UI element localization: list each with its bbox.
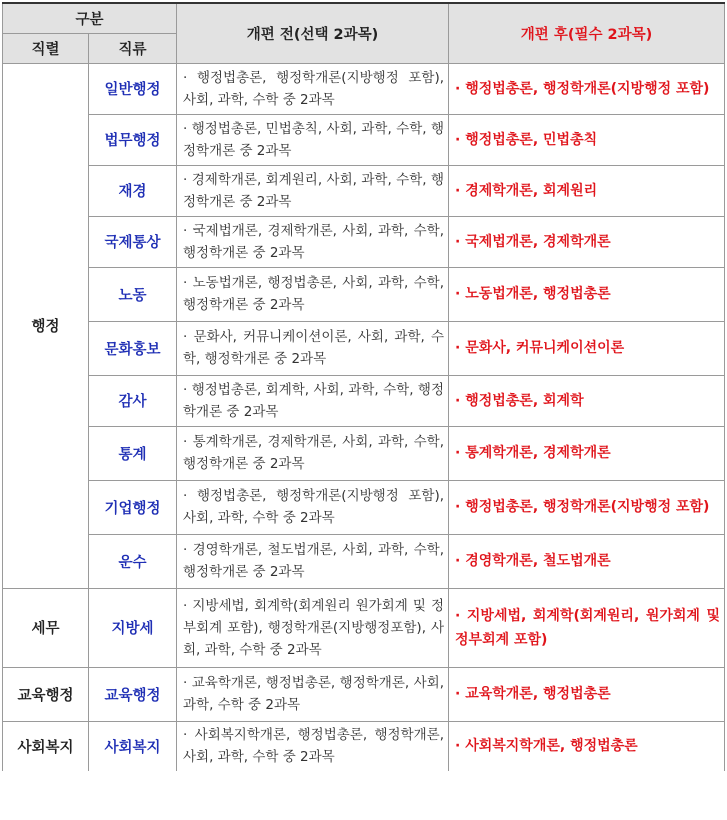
role-cell: 사회복지	[89, 721, 177, 771]
exam-subject-table	[2, 2, 725, 771]
header-series: 직렬	[3, 33, 89, 63]
role-cell: 감사	[89, 375, 177, 426]
before-cell: · 통계학개론, 경제학개론, 사회, 과학, 수학, 행정학개론 중 2과목	[177, 426, 449, 480]
after-cell: · 행정법총론, 행정학개론(지방행정 포함)	[449, 63, 725, 114]
table-row	[3, 165, 725, 216]
before-cell: · 행정법총론, 민법총칙, 사회, 과학, 수학, 행정학개론 중 2과목	[177, 114, 449, 165]
header-before: 개편 전(선택 2과목)	[177, 3, 449, 63]
role-cell: 지방세	[89, 588, 177, 667]
before-cell: · 국제법개론, 경제학개론, 사회, 과학, 수학, 행정학개론 중 2과목	[177, 216, 449, 267]
before-cell: · 행정법총론, 회계학, 사회, 과학, 수학, 행정학개론 중 2과목	[177, 375, 449, 426]
table-row	[3, 63, 725, 114]
table-row	[3, 267, 725, 321]
after-cell: · 문화사, 커뮤니케이션이론	[449, 321, 725, 375]
table-row	[3, 721, 725, 771]
table-row	[3, 480, 725, 534]
after-cell: · 국제법개론, 경제학개론	[449, 216, 725, 267]
before-cell: · 사회복지학개론, 행정법총론, 행정학개론, 사회, 과학, 수학 중 2과목	[177, 721, 449, 771]
table-row	[3, 588, 725, 667]
role-cell: 운수	[89, 534, 177, 588]
role-cell: 노동	[89, 267, 177, 321]
role-cell: 국제통상	[89, 216, 177, 267]
after-cell: · 교육학개론, 행정법총론	[449, 667, 725, 721]
series-cell: 교육행정	[3, 667, 89, 721]
series-cell: 사회복지	[3, 721, 89, 771]
before-cell: · 교육학개론, 행정법총론, 행정학개론, 사회, 과학, 수학 중 2과목	[177, 667, 449, 721]
after-cell: · 통계학개론, 경제학개론	[449, 426, 725, 480]
before-cell: · 경제학개론, 회계원리, 사회, 과학, 수학, 행정학개론 중 2과목	[177, 165, 449, 216]
before-cell: · 경영학개론, 철도법개론, 사회, 과학, 수학, 행정학개론 중 2과목	[177, 534, 449, 588]
header-category: 구분	[3, 3, 177, 33]
after-cell: · 사회복지학개론, 행정법총론	[449, 721, 725, 771]
header-role: 직류	[89, 33, 177, 63]
role-cell: 통계	[89, 426, 177, 480]
after-cell: · 지방세법, 회계학(회계원리, 원가회계 및 정부회계 포함)	[449, 588, 725, 667]
after-cell: · 행정법총론, 행정학개론(지방행정 포함)	[449, 480, 725, 534]
after-cell: · 경영학개론, 철도법개론	[449, 534, 725, 588]
after-cell: · 경제학개론, 회계원리	[449, 165, 725, 216]
before-cell: · 노동법개론, 행정법총론, 사회, 과학, 수학, 행정학개론 중 2과목	[177, 267, 449, 321]
role-cell: 교육행정	[89, 667, 177, 721]
role-cell: 일반행정	[89, 63, 177, 114]
table-row	[3, 321, 725, 375]
after-cell: · 노동법개론, 행정법총론	[449, 267, 725, 321]
series-cell: 행정	[3, 63, 89, 588]
after-cell: · 행정법총론, 회계학	[449, 375, 725, 426]
before-cell: · 지방세법, 회계학(회계원리 원가회계 및 정부회계 포함), 행정학개론(지방행정포함), 사회, 과학, 수학 중 2과목	[177, 588, 449, 667]
before-cell: · 문화사, 커뮤니케이션이론, 사회, 과학, 수학, 행정학개론 중 2과목	[177, 321, 449, 375]
role-cell: 재경	[89, 165, 177, 216]
header-after: 개편 후(필수 2과목)	[449, 3, 725, 63]
role-cell: 문화홍보	[89, 321, 177, 375]
table-row	[3, 114, 725, 165]
before-cell: · 행정법총론, 행정학개론(지방행정 포함), 사회, 과학, 수학 중 2과목	[177, 480, 449, 534]
table-row	[3, 534, 725, 588]
table-row	[3, 216, 725, 267]
role-cell: 기업행정	[89, 480, 177, 534]
table-row	[3, 667, 725, 721]
table-row	[3, 426, 725, 480]
series-cell: 세무	[3, 588, 89, 667]
role-cell: 법무행정	[89, 114, 177, 165]
after-cell: · 행정법총론, 민법총칙	[449, 114, 725, 165]
table-row	[3, 375, 725, 426]
before-cell: · 행정법총론, 행정학개론(지방행정 포함), 사회, 과학, 수학 중 2과목	[177, 63, 449, 114]
